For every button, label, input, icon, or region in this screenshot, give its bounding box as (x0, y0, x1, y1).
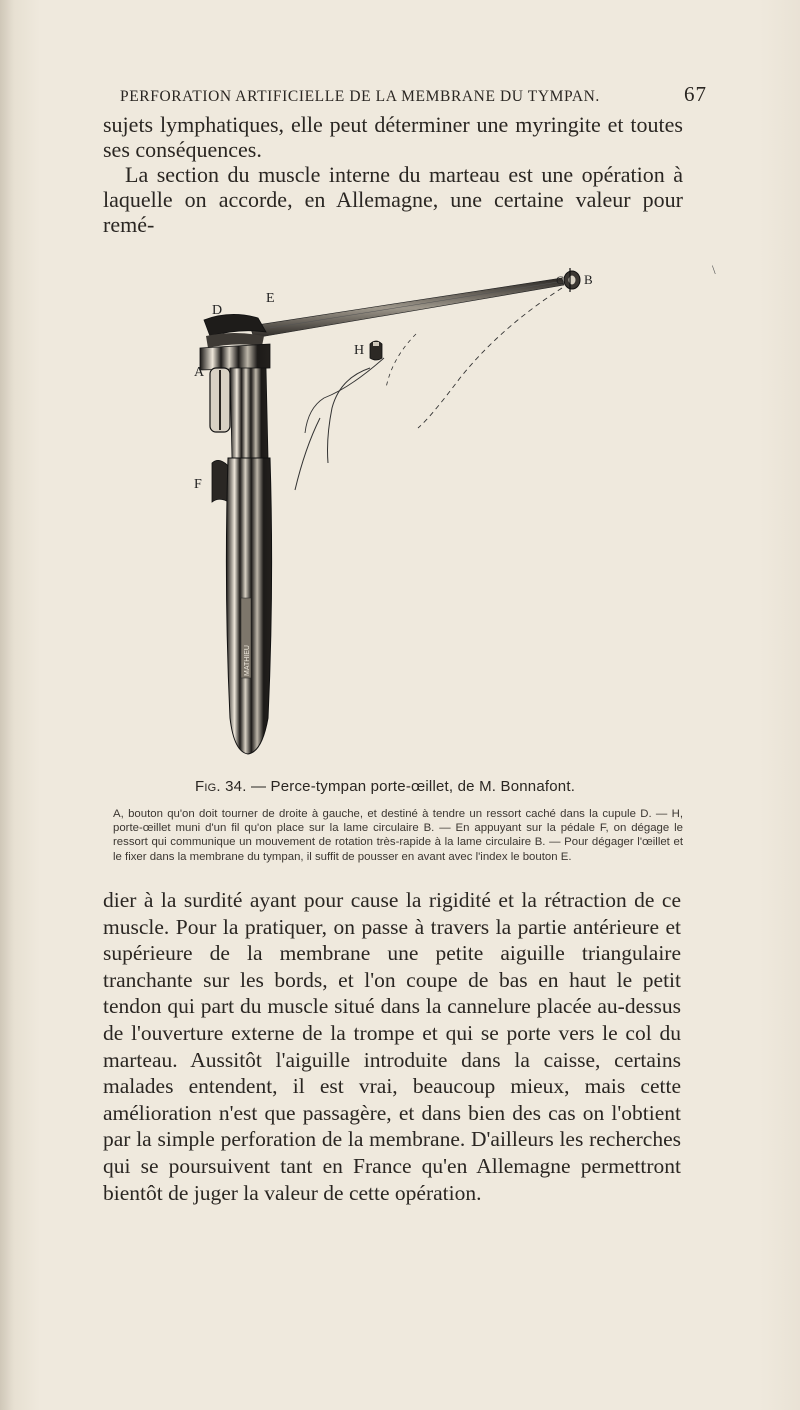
instrument-figure (170, 258, 610, 778)
label-d: D (212, 303, 223, 318)
top-text-block (103, 112, 683, 237)
cupula-d (200, 314, 270, 370)
running-title: PERFORATION ARTIFICIELLE DE LA MEMBRANE DU TYMPAN. (120, 88, 600, 105)
label-a: A (194, 365, 205, 380)
figure-legend: A, bouton qu'on doit tourner de droite à gauche, et destiné à tendre un ressort caché dans la cupule D. — H, porte-œillet muni d'un fil qu'on place sur la lame circulaire B. — En appuyant sur la pédale F, on dégage le ressort qui communique un mouvement de rotation très-rapide à la lame circulaire B. — Pour dégager l'œillet et le fixer dans la membrane du tympan, il suffit de pousser en avant avec l'index le bouton E. (113, 808, 683, 863)
paragraph-section-muscle: La section du muscle interne du marteau est une opération à laquelle on accorde, en Allemagne, une certaine valeur pour remé- (103, 162, 683, 237)
label-h: H (354, 343, 365, 358)
handle-maker-mark: MATHIEU (244, 645, 251, 676)
thread-curve-2 (305, 358, 384, 433)
figure-caption (195, 778, 695, 795)
label-b: B (584, 272, 593, 287)
eyelet-holder-h (370, 341, 382, 360)
thread-curve-3 (295, 418, 320, 490)
thread-dashed (418, 288, 562, 428)
paragraph-continuation: sujets lymphatiques, elle peut déterminer une myringite et toutes ses conséquences. (103, 112, 683, 162)
bottom-text-block (103, 887, 681, 1206)
figure-title: — Perce-tympan porte-œillet, de M. Bonnafont. (250, 778, 576, 795)
page-number: 67 (684, 82, 707, 106)
figure-number: Fig. 34. (195, 778, 247, 795)
circular-blade-b (564, 268, 580, 292)
shaft (250, 278, 564, 338)
paragraph-operation: dier à la surdité ayant pour cause la rigidité et la rétraction de ce muscle. Pour la pratiquer, on passe à travers la partie antérieure et supérieure de la membrane une petite aiguille triangulaire tranchante sur les bords, et l'on coupe de bas en haut le petit tendon qui part du muscle situé dans la cannelure placée au-dessus de l'ouverture externe de la trompe et qui se porte vers le col du marteau. Aussitôt l'aiguille introduite dans la caisse, certains malades entendent, il est vrai, beaucoup mieux, mais cette amélioration n'est que passagère, et dans bien des cas on l'obtient par la simple perforation de la membrane. D'ailleurs les recherches qui se poursuivent tant en France qu'en Allemagne permettront bientôt de juger la valeur de cette opération. (103, 888, 681, 1205)
stray-mark: \ (712, 262, 716, 277)
label-e: E (266, 291, 275, 306)
thread-curve-1 (328, 368, 371, 463)
label-f: F (194, 477, 202, 492)
button-a (210, 368, 230, 432)
label-c: C (556, 273, 565, 287)
